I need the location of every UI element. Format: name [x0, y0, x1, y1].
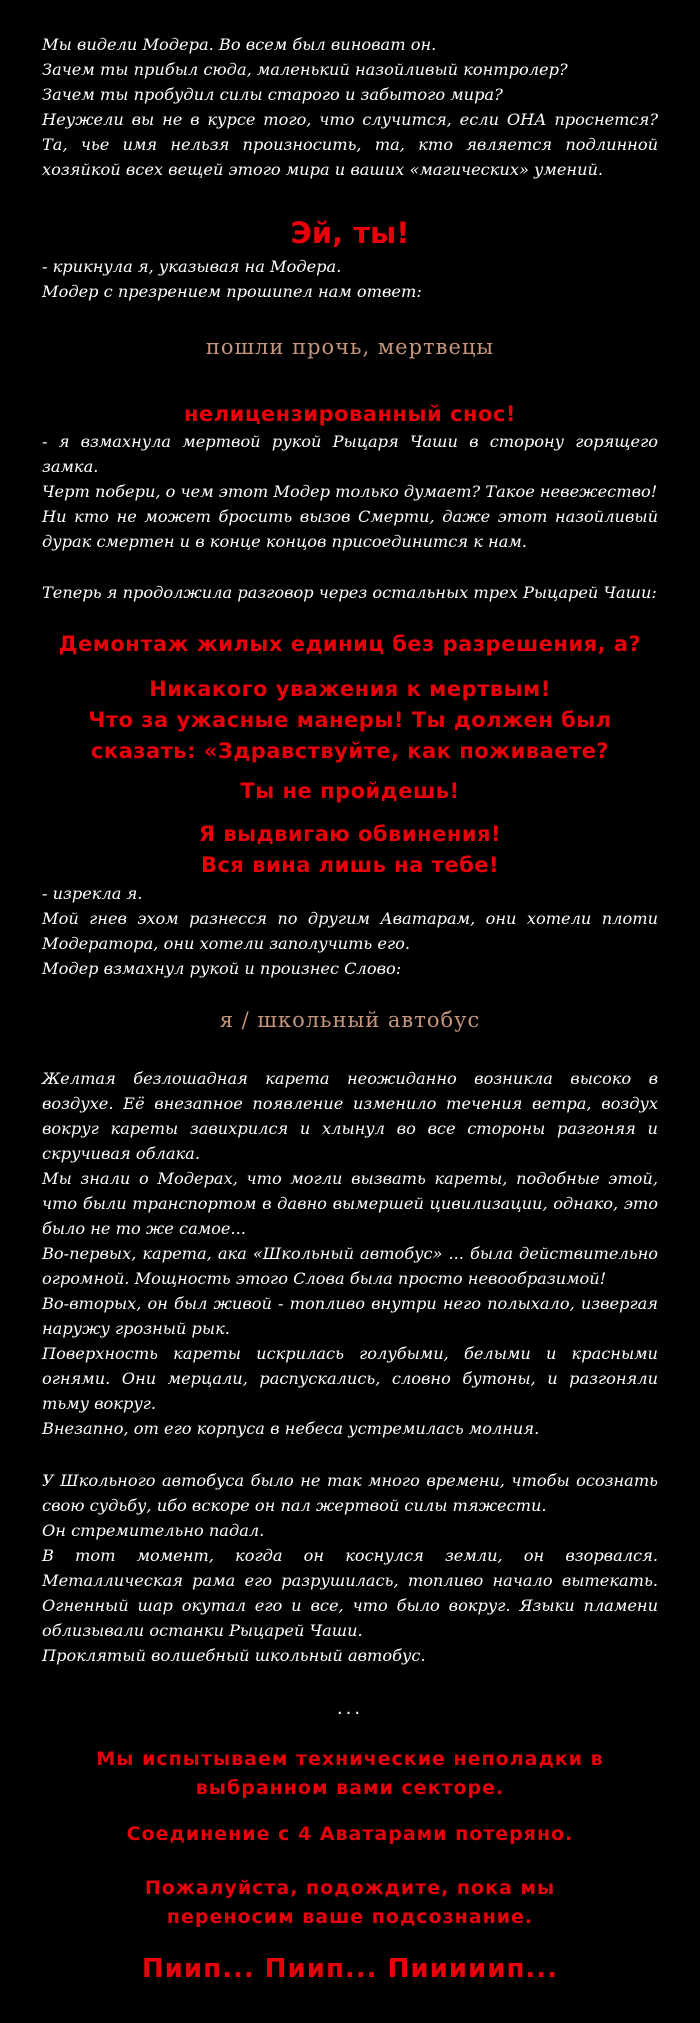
shout-line: Что за ужасные манеры! Ты должен был сказать: «Здравствуйте, как поживаете? [88, 708, 612, 763]
intro-line: Неужели вы не в курсе того, что случится, если ОНА проснется? Та, чье имя нельзя произносить, та, кто является подлинной хозяйкой всех вещей этого мира и ваших «магических» умений. [42, 110, 658, 179]
narration-line: Модер с презрением прошипел нам ответ: [42, 282, 422, 301]
narration-line: Проклятый волшебный школьный автобус. [42, 1646, 426, 1665]
narration-5 [42, 1066, 658, 1441]
narration-line: Мы знали о Модерах, что могли вызвать кареты, подобные этой, что были транспортом в давно вымершей цивилизации, однако, это было не то же самое... [42, 1169, 658, 1238]
narration-2 [42, 429, 658, 554]
system-message-beep: Пиип... Пиип... Пииииип... [141, 1954, 559, 1984]
intro-line: Мы видели Модера. Во всем был виноват он. [42, 35, 437, 54]
shout-no-respect [40, 674, 660, 767]
narration-line: Черт побери, о чем этот Модер только думает? Такое невежество! [42, 482, 658, 501]
narration-line: Мой гнев эхом разнесся по другим Аватарам, они хотели плоти Модератора, они хотели заполучить его. [42, 909, 658, 953]
narration-line: Желтая безлошадная карета неожиданно возникла высоко в воздухе. Её внезапное появление изменило течения ветра, воздух вокруг кареты завихрился и хлынул во все стороны разгоняя и скручивая облака. [42, 1069, 658, 1163]
narration-line: У Школьного автобуса было не так много времени, чтобы осознать свою судьбу, ибо вскоре он пал жертвой силы тяжести. [42, 1471, 658, 1515]
shout-demolition: Демонтаж жилых единиц без разрешения, а? [58, 632, 642, 656]
narration-line: Во-первых, карета, ака «Школьный автобус» ... была действительно огромной. Мощность этого Слова была просто невообразимой! [42, 1244, 658, 1288]
shout-hey: Эй, ты! [290, 216, 410, 250]
narration-3: Теперь я продолжила разговор через остальных трех Рыцарей Чаши: [42, 583, 657, 602]
narration-line: - я взмахнула мертвой рукой Рыцаря Чаши в сторону горящего замка. [42, 432, 658, 476]
moder-reply: пошли прочь, мертвецы [205, 335, 495, 359]
shout-accusation [0, 819, 700, 881]
shout-shall-not-pass: Ты не пройдешь! [240, 779, 460, 803]
system-message-malfunction: Мы испытываем технические неполадки в выбранном вами секторе. [96, 1748, 604, 1799]
narration-4 [42, 881, 658, 981]
shout-line: Никакого уважения к мертвым! [149, 677, 551, 701]
intro-paragraph [42, 32, 658, 182]
system-message-connection-lost: Соединение с 4 Аватарами потеряно. [126, 1823, 574, 1845]
narration-line: - крикнула я, указывая на Модера. [42, 257, 342, 276]
moder-word: я / школьный автобус [219, 1008, 481, 1032]
narration-6 [42, 1468, 658, 1668]
narration-line: Внезапно, от его корпуса в небеса устремилась молния. [42, 1419, 540, 1438]
system-message-please-wait: Пожалуйста, подождите, пока мы переносим ваше подсознание. [144, 1877, 556, 1928]
intro-line: Зачем ты прибыл сюда, маленький назойливый контролер? [42, 60, 568, 79]
narration-line: Поверхность кареты искрилась голубыми, белыми и красными огнями. Они мерцали, распускались, словно бутоны, и разгоняли тьму вокруг. [42, 1344, 658, 1413]
narration-line: Во-вторых, он был живой - топливо внутри него полыхало, извергая наружу грозный рык. [42, 1294, 658, 1338]
narration-1 [42, 254, 658, 304]
narration-line: - изрекла я. [42, 884, 143, 903]
shout-uncensored: нелицензированный снос! [184, 402, 516, 426]
intro-line: Зачем ты пробудил силы старого и забытого мира? [42, 85, 503, 104]
shout-line: Вся вина лишь на тебе! [200, 853, 500, 877]
narration-line: Модер взмахнул рукой и произнес Слово: [42, 959, 402, 978]
narration-line: В тот момент, когда он коснулся земли, он взорвался. Металлическая рама его разрушилась, топливо начало вытекать. Огненный шар окутал его и все, что было вокруг. Языки пламени облизывали останки Рыцарей Чаши. [42, 1546, 658, 1640]
ellipsis-divider: ... [336, 1698, 364, 1719]
shout-line: Я выдвигаю обвинения! [198, 822, 502, 846]
narration-line: Он стремительно падал. [42, 1521, 265, 1540]
narration-line: Ни кто не может бросить вызов Смерти, даже этот назойливый дурак смертен и в конце концов присоединится к нам. [42, 507, 658, 551]
